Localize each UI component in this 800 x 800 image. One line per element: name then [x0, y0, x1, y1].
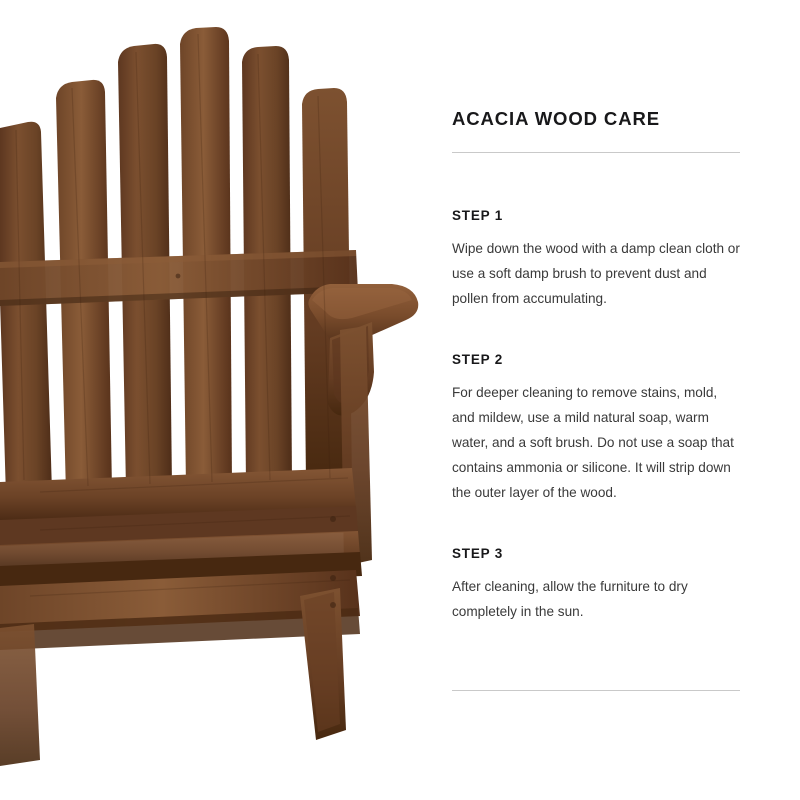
- chair-left-leg: [0, 624, 40, 766]
- step-1-label: STEP 1: [452, 208, 504, 223]
- care-instructions-panel: [452, 0, 742, 800]
- step-2-text: For deeper cleaning to remove stains, mold, and mildew, use a mild natural soap, warm water, and a soft brush. Do not use a soap that contains ammonia or silicone. It will strip down the outer layer of the wood.: [452, 385, 734, 500]
- page-title: ACACIA WOOD CARE: [452, 108, 660, 129]
- divider-bottom: [452, 690, 740, 691]
- step-2-label: STEP 2: [452, 352, 504, 367]
- step-1-text: Wipe down the wood with a damp clean cloth or use a soft damp brush to prevent dust and pollen from accumulating.: [452, 241, 740, 306]
- step-1: [452, 208, 740, 311]
- divider-top: [452, 152, 740, 153]
- step-2: [452, 352, 740, 505]
- step-3-text: After cleaning, allow the furniture to dry completely in the sun.: [452, 579, 688, 619]
- step-3: [452, 546, 740, 624]
- chair-front-leg: [300, 588, 346, 740]
- step-3-label: STEP 3: [452, 546, 504, 561]
